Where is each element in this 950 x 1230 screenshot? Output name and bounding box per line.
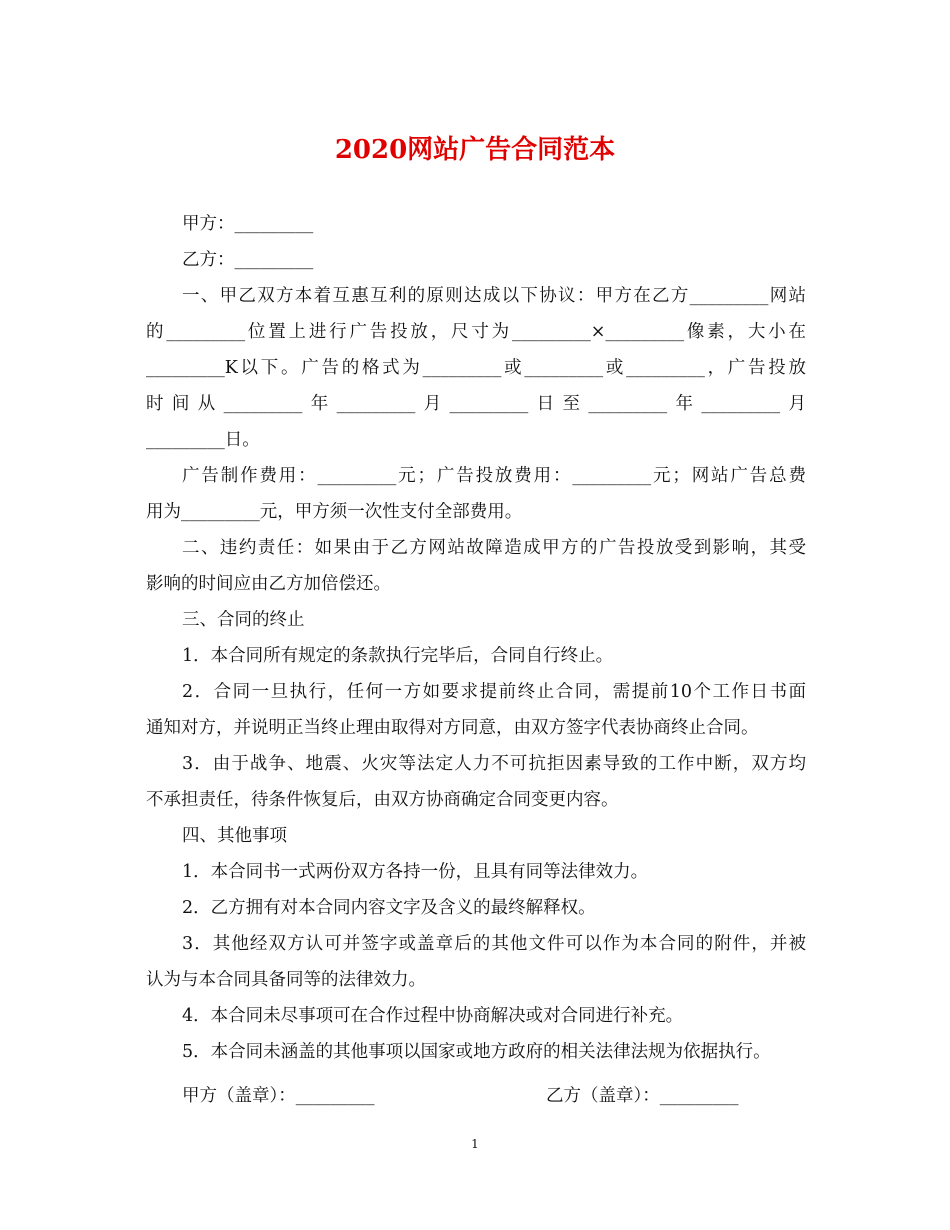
text-line: 的_________位置上进行广告投放，尺寸为_________×_________像素，大小在 [146,322,806,342]
text-line: 3．其他经双方认可并签字或盖章后的其他文件可以作为本合同的附件，并被 [182,934,806,954]
contract-body [146,206,806,1070]
party-b-seal-line: 乙方（盖章）：_________ [546,1086,739,1106]
text-line: 二、违约责任：如果由于乙方网站故障造成甲方的广告投放受到影响，其受 [182,538,806,558]
text-line: 一、甲乙双方本着互惠互利的原则达成以下协议：甲方在乙方_________网站 [182,286,806,306]
text-line: 用为_________元，甲方须一次性支付全部费用。 [146,502,523,522]
text-line: 三、合同的终止 [182,610,305,630]
text-line: 时间从_________年_________月_________日至_________年_________月 [146,394,806,414]
text-line: 四、其他事项 [182,826,287,846]
text-line: 4．本合同未尽事项可在合作过程中协商解决或对合同进行补充。 [182,1006,684,1026]
text-line: _________日。 [146,430,260,450]
text-line: 1．本合同书一式两份双方各持一份，且具有同等法律效力。 [182,862,649,882]
document-title: 2020网站广告合同范本 [334,135,616,165]
text-line: 5．本合同未涵盖的其他事项以国家或地方政府的相关法律法规为依据执行。 [182,1042,771,1062]
party-a-seal-line: 甲方（盖章）：_________ [182,1086,375,1106]
text-line: 认为与本合同具备同等的法律效力。 [146,970,426,990]
text-line: 2．合同一旦执行，任何一方如要求提前终止合同，需提前10个工作日书面 [182,682,806,702]
text-line: 广告制作费用：_________元；广告投放费用：_________元；网站广告总费 [182,466,806,486]
page-number: 1 [471,1137,479,1151]
text-line: 2．乙方拥有对本合同内容文字及含义的最终解释权。 [182,898,596,918]
text-line: 3．由于战争、地震、火灾等法定人力不可抗拒因素导致的工作中断，双方均 [182,754,806,774]
text-line: 1．本合同所有规定的条款执行完毕后，合同自行终止。 [182,646,614,666]
text-line: 乙方：_________ [182,250,314,270]
text-line: 通知对方，并说明正当终止理由取得对方同意，由双方签字代表协商终止合同。 [146,718,759,738]
text-line: _________K以下。广告的格式为_________或_________或_________，广告投放 [146,358,806,378]
text-line: 不承担责任，待条件恢复后，由双方协商确定合同变更内容。 [146,790,619,810]
text-line: 甲方：_________ [182,214,314,234]
signature-row [182,1078,806,1114]
text-line: 影响的时间应由乙方加倍偿还。 [146,574,391,594]
